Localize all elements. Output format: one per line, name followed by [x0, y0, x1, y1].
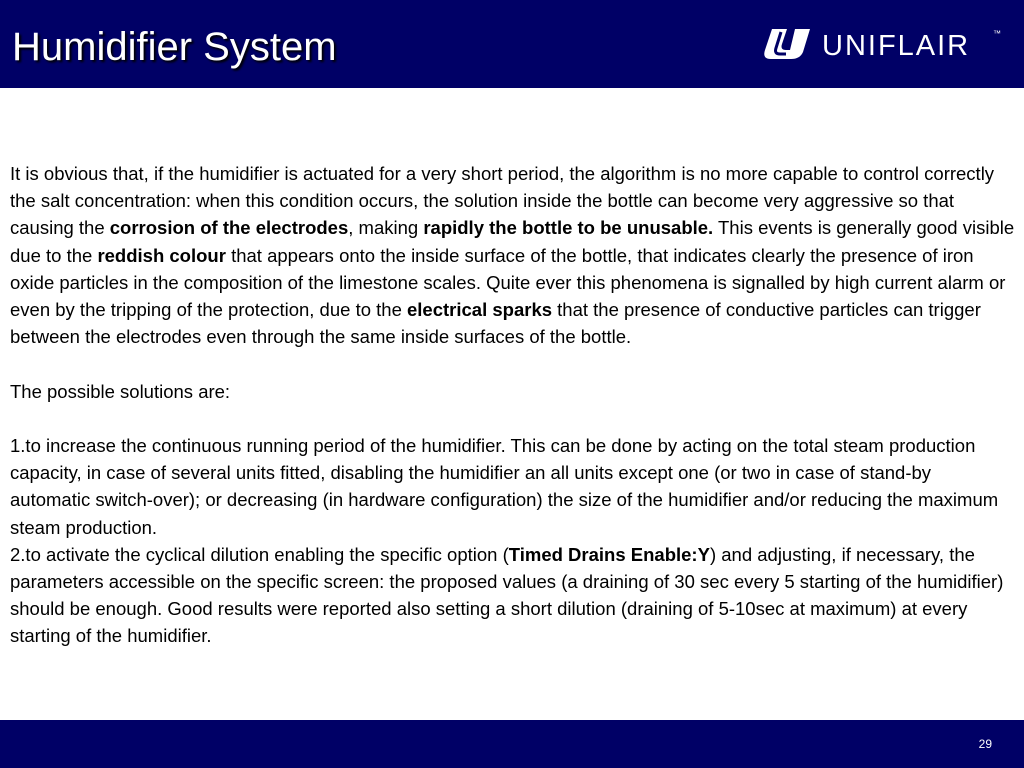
solution-item-2 — [10, 541, 1016, 650]
footer-banner — [0, 720, 1024, 768]
text-run: It is obvious that, if the humidifier is actuated for a very short period, the algorithm is no more capable to control correctly the salt concentration: when this condition occurs, the solution inside the bottle can become very aggressive so that causing the — [10, 163, 995, 239]
body-text — [10, 160, 1016, 650]
paragraph-corrosion — [10, 160, 1016, 350]
text-run: , making — [348, 217, 424, 239]
spacer — [10, 405, 1016, 432]
text-run: that the presence of conductive particles can trigger between the electrodes even through the same inside surfaces of the bottle. — [10, 299, 981, 348]
solution-item-1: 1.to increase the continuous running period of the humidifier. This can be done by acting on the total steam production capacity, in case of several units fitted, disabling the humidifier an all units except one (or two in case of stand-by automatic switch-over); or decreasing (in hardware configuration) the size of the humidifier and/or reducing the maximum steam production. — [10, 435, 999, 538]
header-banner — [0, 0, 1024, 88]
text-run: ) and adjusting, if necessary, the parameters accessible on the specific screen: the proposed values (a draining of 30 sec every 5 starting of the humidifier) should be enough. Good results were reported also setting a short dilution (draining of 5-10sec at maximum) at every starting of the humidifier. — [10, 543, 1004, 647]
bold-corrosion: corrosion of the electrodes — [109, 217, 349, 239]
slide-title: Humidifier System — [12, 25, 337, 69]
bold-reddish-colour: reddish colour — [97, 244, 226, 266]
bold-electrical-sparks: electrical sparks — [407, 299, 553, 321]
uniflair-logo — [762, 26, 1012, 64]
logo-trademark: ™ — [993, 29, 1001, 38]
uniflair-logo-mark-icon — [762, 28, 818, 60]
page-number: 29 — [978, 737, 992, 751]
bold-unusable: rapidly the bottle to be unusable. — [423, 217, 714, 239]
bold-timed-drains: Timed Drains Enable:Y — [508, 543, 710, 565]
paragraph-solutions-intro: The possible solutions are: — [10, 380, 231, 402]
text-run: This events is generally good visible due to the — [10, 217, 1015, 266]
logo-wordmark: UNIFLAIR — [822, 30, 971, 62]
spacer — [10, 350, 1016, 377]
text-run: that appears onto the inside surface of the bottle, that indicates clearly the presence of iron oxide particles in the composition of the limestone scales. Quite ever this phenomena is signalled by high current alarm or even by the tripping of the protection, due to the — [10, 244, 1006, 321]
text-run: 2.to activate the cyclical dilution enabling the specific option ( — [10, 543, 509, 565]
